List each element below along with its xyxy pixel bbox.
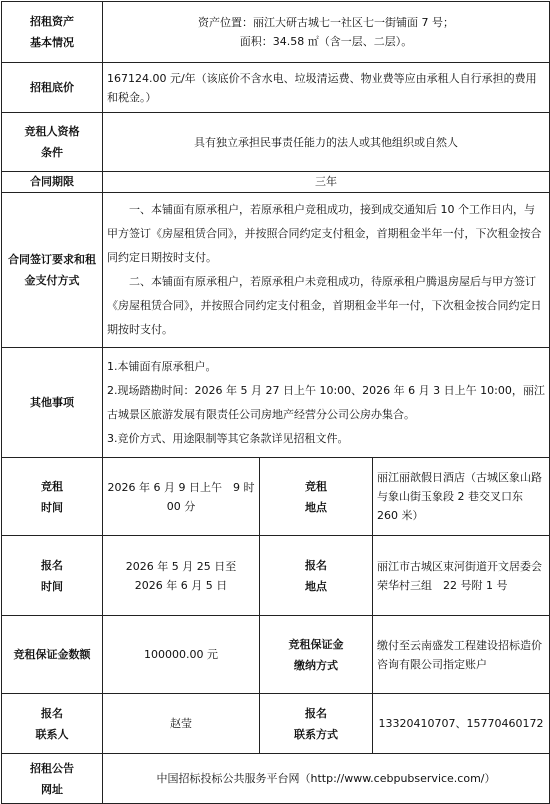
deposit-pay-value: 缴付至云南盛发工程建设招标造价咨询有限公司指定账户 [373, 616, 550, 694]
contact-value: 赵莹 [103, 694, 260, 754]
other-item-2: 2.现场踏勘时间：2026 年 5 月 27 日上午 10:00、2026 年 6 月 3 日上午 10:00，丽江古城景区旅游发展有限责任公司房地产经营分公司公房办集合。 [107, 383, 545, 421]
row-contact [2, 694, 550, 754]
term-value: 三年 [103, 172, 550, 193]
other-item-1: 1.本铺面有原承租户。 [107, 359, 217, 373]
phone-label [260, 694, 373, 754]
reg-place-label [260, 536, 373, 616]
contract-paragraph-2: 二、本铺面有原承租户，若原承租户未竞租成功，待原承租户腾退房屋后与甲方签订《房屋租赁合同》，并按照合同约定支付租金，首期租金半年一付，下次租金按合同约定日期按时支付。 [107, 275, 542, 336]
row-deposit [2, 616, 550, 694]
row-website [2, 754, 550, 804]
bid-time-value: 2026 年 6 月 9 日上午 9 时 00 分 [103, 458, 260, 536]
bid-place-label [260, 458, 373, 536]
qual-label [2, 113, 103, 172]
row-asset [2, 2, 550, 63]
contact-label [2, 694, 103, 754]
qual-label-text: 竞租人资格 条件 [24, 125, 80, 159]
reg-time-label [2, 536, 103, 616]
term-label: 合同期限 [2, 172, 103, 193]
row-contract [2, 193, 550, 348]
contract-label: 合同签订要求和租金支付方式 [2, 193, 103, 348]
site-value: 中国招标投标公共服务平台网（http://www.cebpubservice.com/） [103, 754, 550, 804]
reg-time-value-text: 2026 年 5 月 25 日至 2026 年 6 月 5 日 [125, 559, 237, 592]
contract-paragraph-1: 一、本铺面有原承租户，若原承租户竞租成功，接到成交通知后 10 个工作日内，与甲方签订《房屋租赁合同》，并按照合同约定支付租金，首期租金半年一付，下次租金按合同约定日期按时支付。 [107, 203, 542, 264]
row-term [2, 172, 550, 193]
row-base-price [2, 63, 550, 113]
deposit-pay-label [260, 616, 373, 694]
reg-place-value: 丽江市古城区束河街道开文居委会荣华村三组 22 号附 1 号 [373, 536, 550, 616]
deposit-pay-label-text: 竞租保证金 缴纳方式 [288, 637, 344, 672]
row-bid [2, 458, 550, 536]
notice-table [1, 1, 550, 804]
base-value: 167124.00 元/年（该底价不含水电、垃圾清运费、物业费等应由承租人自行承担的费用和税金。） [103, 63, 550, 113]
asset-value [103, 2, 550, 63]
site-label-text: 招租公告 网址 [30, 761, 74, 796]
site-label [2, 754, 103, 804]
reg-time-value [103, 536, 260, 616]
bid-time-label-text: 竞租 时间 [41, 479, 63, 514]
asset-label-text: 招租资产 基本情况 [30, 15, 74, 49]
deposit-value: 100000.00 元 [103, 616, 260, 694]
contract-value [103, 193, 550, 348]
asset-label [2, 2, 103, 63]
deposit-label: 竞租保证金数额 [2, 616, 103, 694]
base-label: 招租底价 [2, 63, 103, 113]
row-other [2, 348, 550, 458]
bid-place-value: 丽江丽歆假日酒店（古城区象山路与象山街玉象段 2 巷交叉口东 260 米） [373, 458, 550, 536]
other-label: 其他事项 [2, 348, 103, 458]
phone-label-text: 报名 联系方式 [294, 706, 338, 741]
row-registration [2, 536, 550, 616]
qual-value: 具有独立承担民事责任能力的法人或其他组织或自然人 [103, 113, 550, 172]
row-qualification [2, 113, 550, 172]
bid-time-label [2, 458, 103, 536]
asset-line2: 面积：34.58 ㎡（含一层、二层）。 [239, 35, 413, 48]
phone-value: 13320410707、15770460172 [373, 694, 550, 754]
other-item-3: 3.竞价方式、用途限制等其它条款详见招租文件。 [107, 431, 349, 445]
asset-line1: 资产位置：丽江大研古城七一社区七一街铺面 7 号； [198, 16, 454, 29]
reg-place-label-text: 报名 地点 [305, 558, 327, 593]
reg-time-label-text: 报名 时间 [41, 558, 63, 593]
contact-label-text: 报名 联系人 [35, 706, 69, 741]
bid-place-label-text: 竞租 地点 [305, 479, 327, 514]
other-value [103, 348, 550, 458]
